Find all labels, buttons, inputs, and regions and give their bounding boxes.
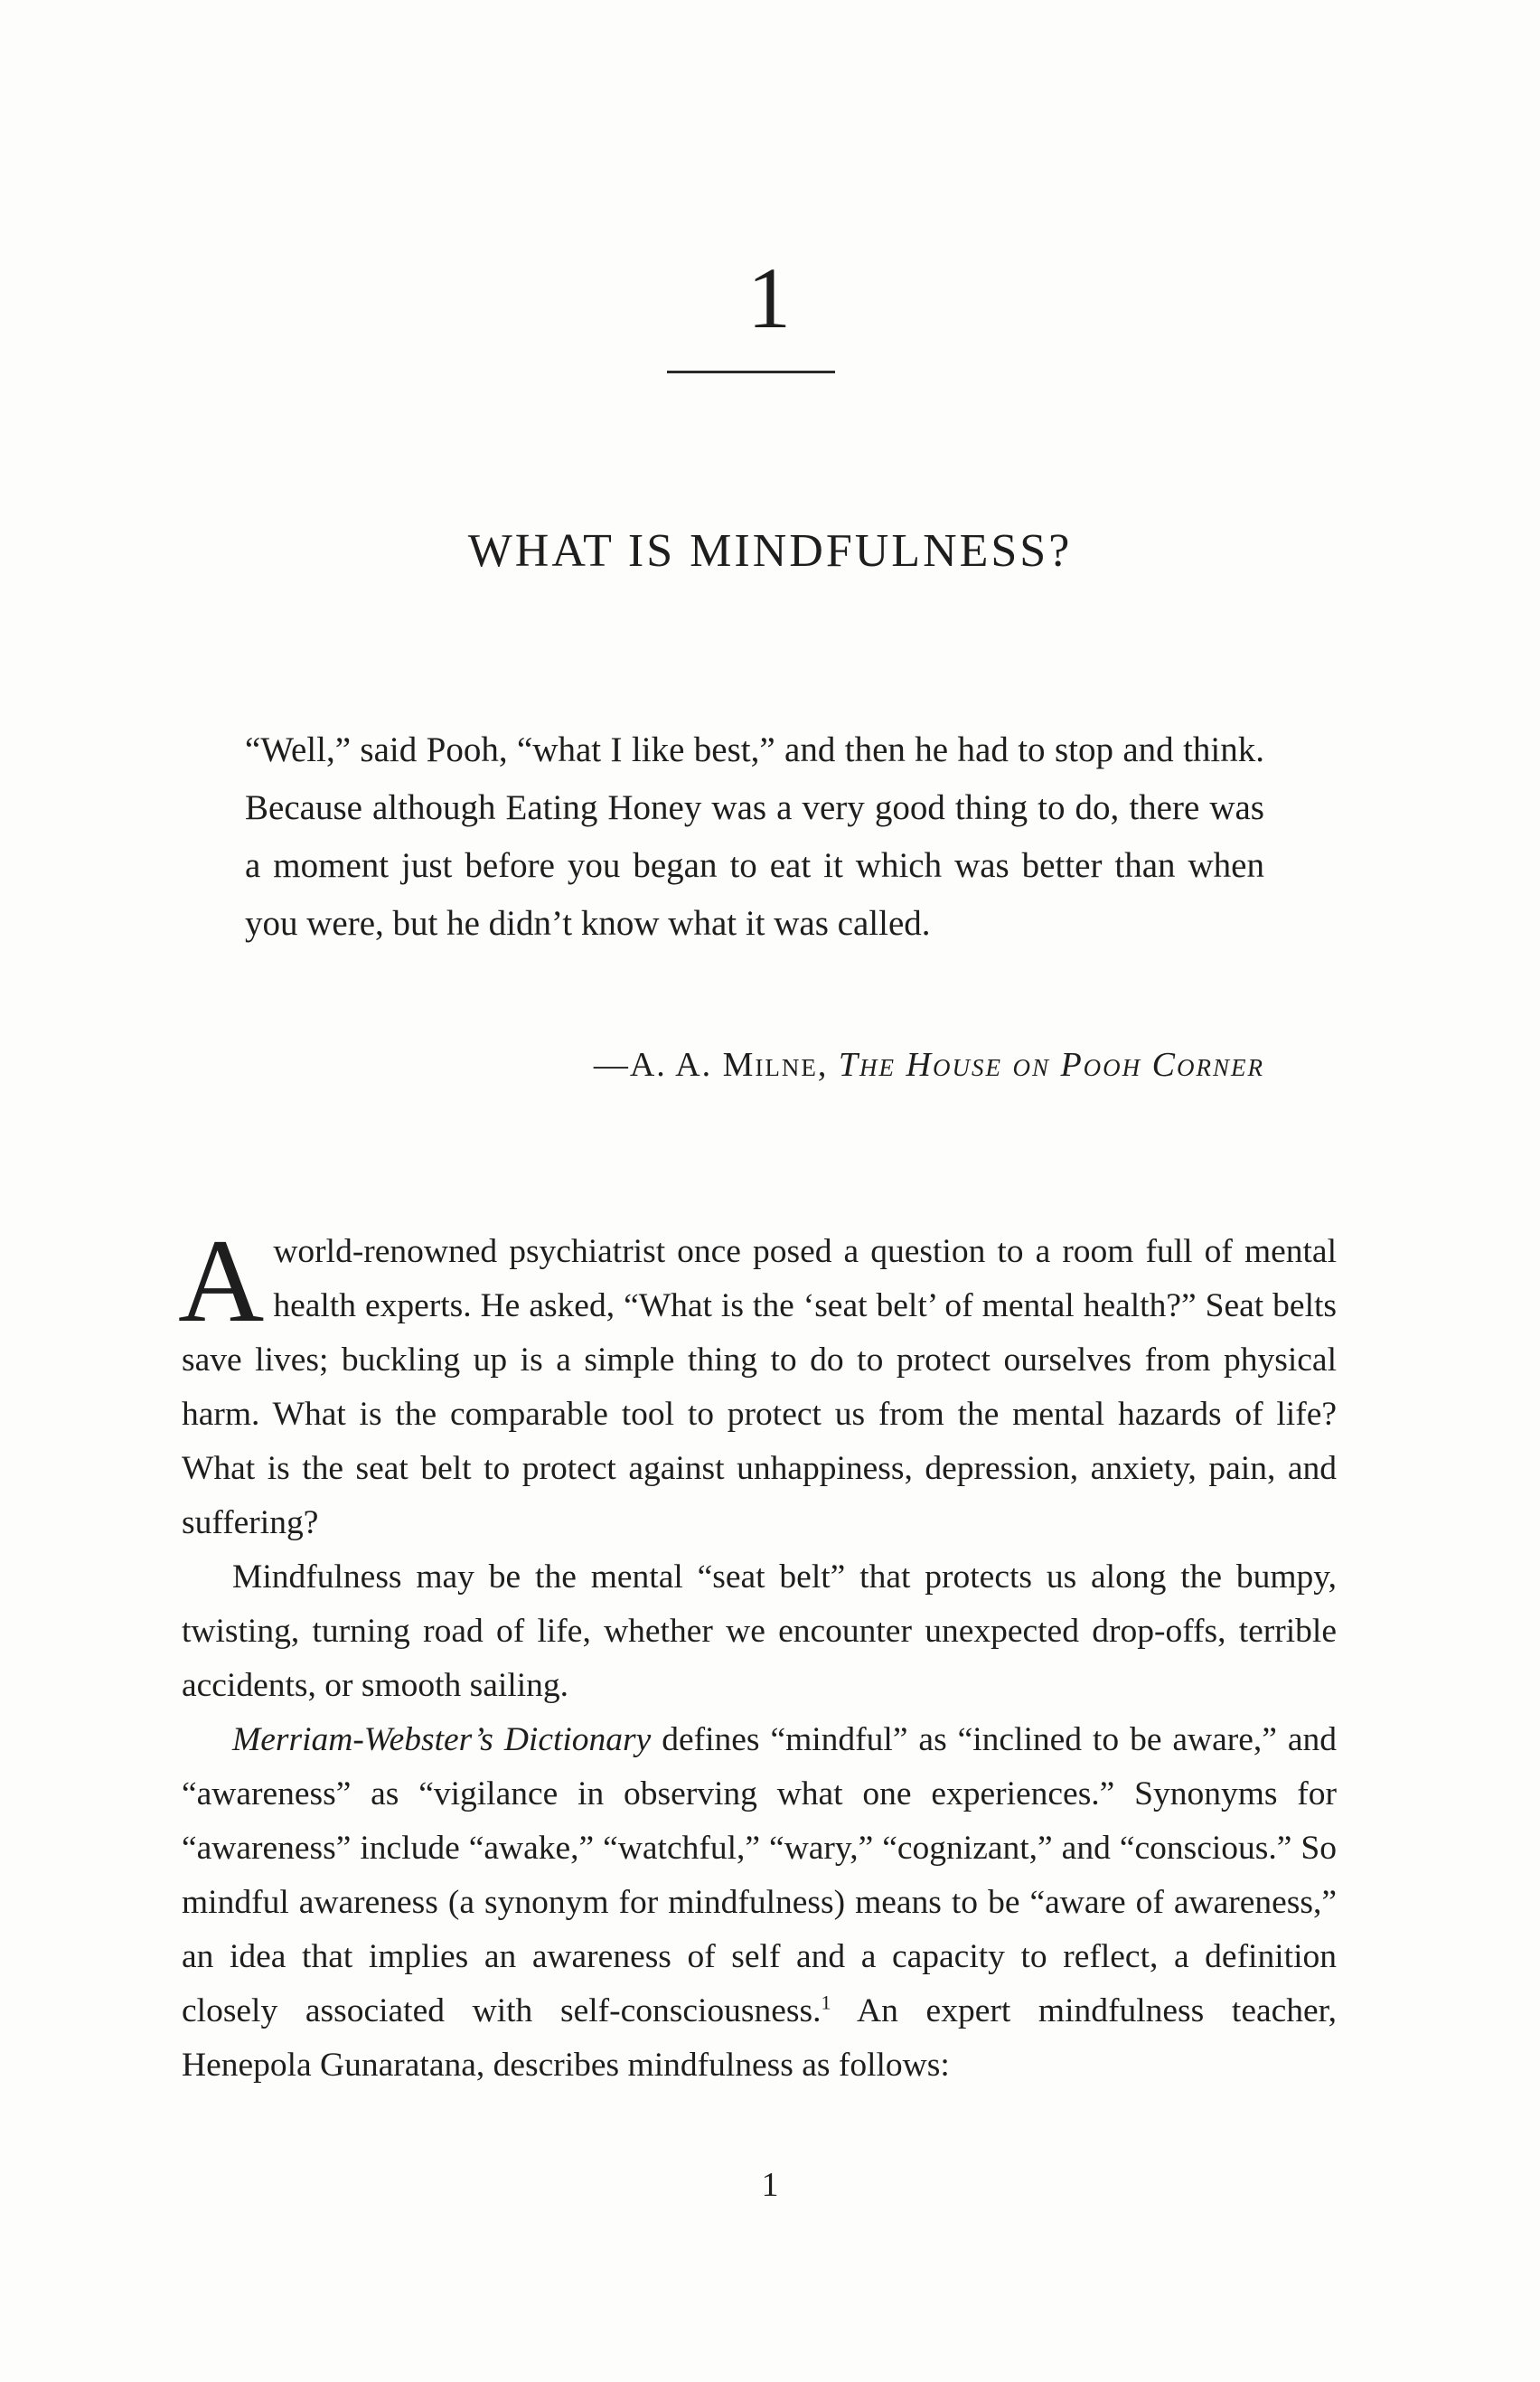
drop-cap: A xyxy=(178,1214,265,1347)
epigraph-attribution xyxy=(245,1038,1264,1092)
epigraph-author: —A. A. Milne, xyxy=(593,1046,829,1084)
paragraph-3-tail: An expert mindfulness teacher, Henepola Gunaratana, describes mindfulness as follows: xyxy=(182,1992,1338,2084)
page-number: 1 xyxy=(761,2166,779,2204)
epigraph-work-title: The House on Pooh Corner xyxy=(838,1046,1264,1084)
dictionary-title: Merriam-Webster’s Dictionary xyxy=(232,1721,652,1758)
paragraph-1-text: world-renowned psychiatrist once posed a question to a room full of mental health experts. He asked, “What is the ‘seat belt’ of mental health?” Seat belts save lives; buckling up is a simple thing to do to protect ourselves from physical harm. What is the comparable tool to protect us from the mental hazards of life? What is the seat belt to protect against unhappiness, depression, anxiety, pain, and suffering? xyxy=(182,1233,1337,1541)
chapter-number-rule xyxy=(667,371,835,373)
paragraph-3-text: defines “mindful” as “inclined to be aware,” and “awareness” as “vigilance in observing what one experiences.” Synonyms for “awareness” include “awake,” “watchful,” “wary,” “cognizant,” and “conscious.” So mindful awareness (a synonym for mindfulness) means to be “aware of awareness,” an idea that implies an awareness of self and a capacity to reflect, a definition closely associated with self-consciousness. xyxy=(182,1721,1337,2029)
chapter-title: WHAT IS MINDFULNESS? xyxy=(467,525,1073,577)
paragraph-1 xyxy=(178,1214,1337,1550)
body-text xyxy=(178,1214,1338,2093)
epigraph-quote: “Well,” said Pooh, “what I like best,” and then he had to stop and think. Because although Eating Honey was a very good thing to do, there was a moment just before you began to eat it which was better than when you were, but he didn’t know what it was called. xyxy=(245,730,1264,943)
paragraph-2: Mindfulness may be the mental “seat belt” that protects us along the bumpy, twisting, turning road of life, whether we encounter unexpected drop-offs, terrible accidents, or smooth sailing. xyxy=(182,1558,1337,1704)
footnote-marker[interactable]: 1 xyxy=(821,1991,831,2014)
chapter-number: 1 xyxy=(747,249,793,346)
paragraph-3 xyxy=(182,1713,1337,2093)
